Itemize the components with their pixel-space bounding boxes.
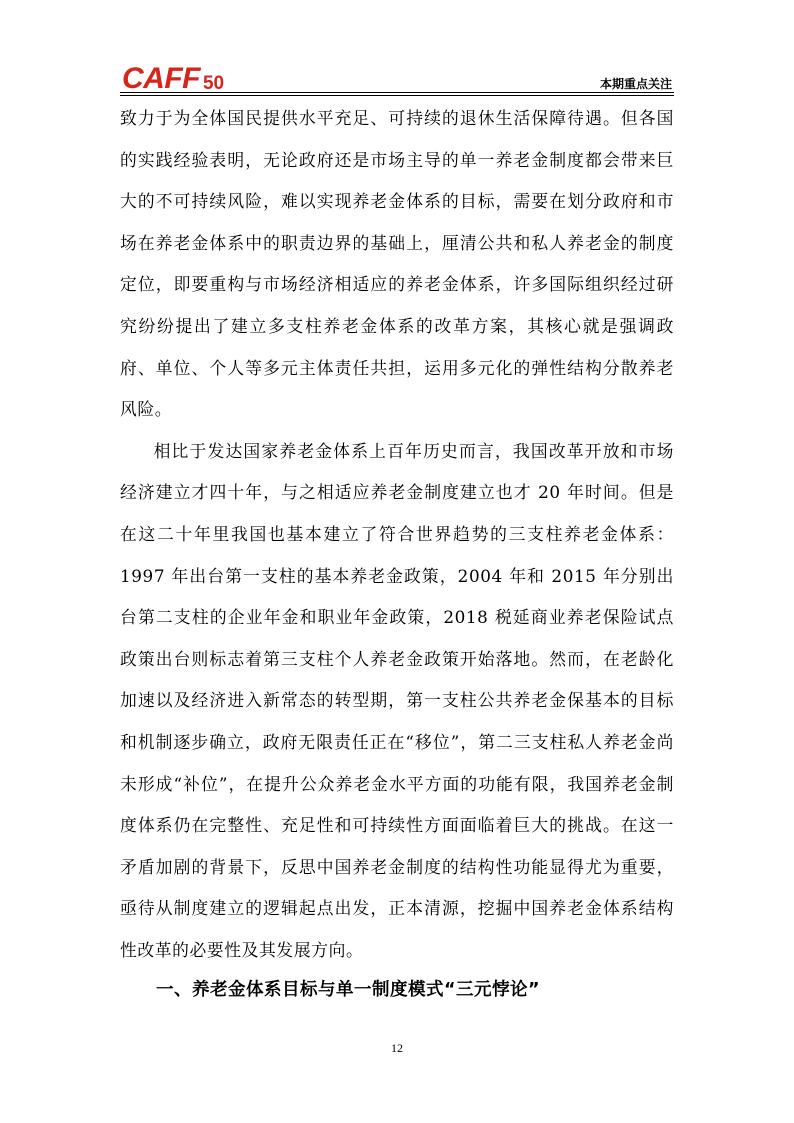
body-text <box>120 98 674 971</box>
page-header <box>120 52 674 96</box>
section-label: 本期重点关注 <box>599 77 672 91</box>
section-heading: 一、养老金体系目标与单一制度模式“三元悖论” <box>156 980 541 1000</box>
body-paragraph: 致力于为全体国民提供水平充足、可持续的退休生活保障待遇。但各国的实践经验表明，无论政府还是市场主导的单一养老金制度都会带来巨大的不可持续风险，难以实现养老金体系的目标，需要在划分政府和市场在养老金体系中的职责边界的基础上，厘清公共和私人养老金的制度定位，即要重构与市场经济相适应的养老金体系，许多国际组织经过研究纷纷提出了建立多支柱养老金体系的改革方案，其核心就是强调政府、单位、个人等多元主体责任共担，运用多元化的弹性结构分散养老风险。 <box>120 108 674 420</box>
page-number: 12 <box>391 1041 403 1055</box>
body-paragraph: 相比于发达国家养老金体系上百年历史而言，我国改革开放和市场经济建立才四十年，与之相适应养老金制度建立也才 20 年时间。但是在这二十年里我国也基本建立了符合世界趋势的三支柱养老金体系：1997 年出台第一支柱的基本养老金政策，2004 年和 2015 年分别出台第二支柱的企业年金和职业年金政策，2018 税延商业养老保险试点政策出台则标志着第三支柱个人养老金政策开始落地。然而，在老龄化加速以及经济进入新常态的转型期，第一支柱公共养老金保基本的目标和机制逐步确立，政府无限责任正在“移位”，第二三支柱私人养老金尚未形成“补位”，在提升公众养老金水平方面的功能有限，我国养老金制度体系仍在完整性、充足性和可持续性方面面临着巨大的挑战。在这一矛盾加剧的背景下，反思中国养老金制度的结构性功能显得尤为重要，亟待从制度建立的逻辑起点出发，正本清源，挖掘中国养老金体系结构性改革的必要性及其发展方向。 <box>120 440 674 960</box>
caff50-logo <box>122 54 224 94</box>
header-rule <box>120 92 674 96</box>
logo-text: CAFF <box>122 62 200 95</box>
logo-number: 50 <box>202 73 225 94</box>
